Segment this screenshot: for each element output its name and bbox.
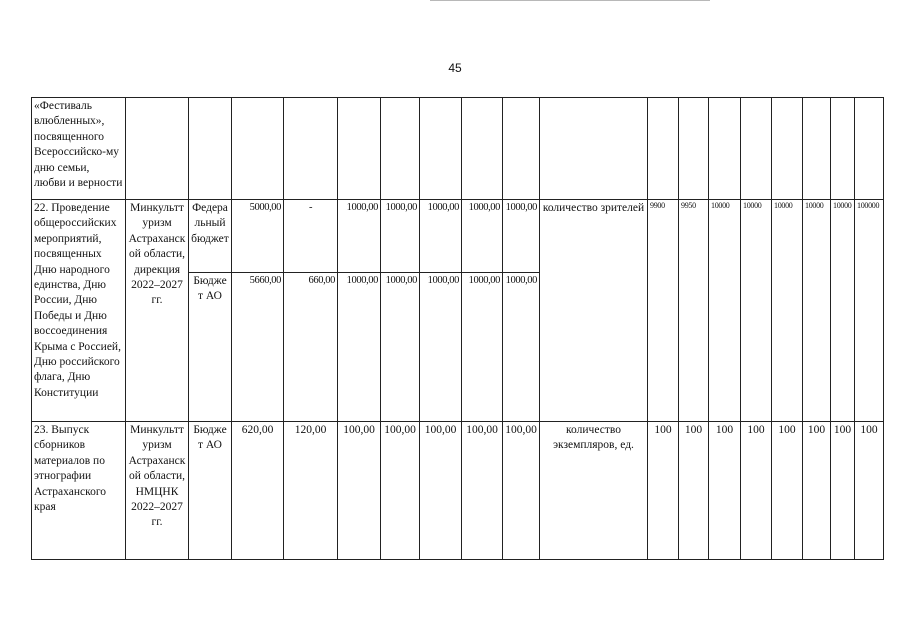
row22-regional-value: 1000,00 bbox=[503, 273, 540, 422]
row22-target-cell: 10000 bbox=[772, 200, 803, 422]
table-row-23 bbox=[32, 422, 884, 560]
row23-value: 100,00 bbox=[381, 422, 420, 560]
table-row-continuation bbox=[32, 98, 884, 200]
row23-target-cell: 100 bbox=[709, 422, 741, 560]
row22-regional-total: 5660,00 bbox=[232, 273, 284, 422]
row22-target-cell: 10000 bbox=[741, 200, 772, 422]
row22-regional-value: 1000,00 bbox=[381, 273, 420, 422]
row23-value: 100,00 bbox=[462, 422, 503, 560]
continuation-name-cell: «Фестиваль влюбленных», посвященного Всероссийско-му дню семьи, любви и верности bbox=[32, 98, 126, 200]
row22-target-cell: 9900 bbox=[648, 200, 679, 422]
row22-federal-total: 5000,00 bbox=[232, 200, 284, 273]
budget-table bbox=[31, 97, 884, 560]
row23-value: 120,00 bbox=[284, 422, 338, 560]
row22-source-federal: Федеральный бюджет bbox=[189, 200, 232, 273]
row23-indicator-cell: количество экземпляров, ед. bbox=[540, 422, 648, 560]
table-row-22-federal bbox=[32, 200, 884, 273]
row22-target-cell: 100000 bbox=[855, 200, 884, 422]
row22-federal-value: 1000,00 bbox=[503, 200, 540, 273]
page-number: 45 bbox=[448, 61, 462, 75]
row23-target-cell: 100 bbox=[831, 422, 855, 560]
row22-federal-value: 1000,00 bbox=[381, 200, 420, 273]
row23-source-cell: Бюджет АО bbox=[189, 422, 232, 560]
row23-target-cell: 100 bbox=[741, 422, 772, 560]
row22-regional-value: 660,00 bbox=[284, 273, 338, 422]
row22-target-cell: 10000 bbox=[831, 200, 855, 422]
row22-regional-value: 1000,00 bbox=[420, 273, 462, 422]
row23-total: 620,00 bbox=[232, 422, 284, 560]
row22-target-cell: 10000 bbox=[709, 200, 741, 422]
scan-artifact-line bbox=[430, 0, 710, 1]
row22-source-regional: Бюджет АО bbox=[189, 273, 232, 422]
row22-name-cell: 22. Проведение общероссийских мероприятий, посвященных Дню народного единства, Дню России, Дню Победы и Дню воссоединения Крыма с Россией, Дню российского флага, Дню Конституции bbox=[32, 200, 126, 422]
row22-indicator-cell: количество зрителей bbox=[540, 200, 648, 422]
row23-executor-cell: Минкульттуризм Астраханской области, НМЦНК 2022–2027 гг. bbox=[126, 422, 189, 560]
row22-target-cell: 9950 bbox=[679, 200, 709, 422]
row22-regional-value: 1000,00 bbox=[338, 273, 381, 422]
row22-target-cell: 10000 bbox=[803, 200, 831, 422]
row23-value: 100,00 bbox=[338, 422, 381, 560]
row23-value: 100,00 bbox=[420, 422, 462, 560]
row22-federal-value: - bbox=[284, 200, 338, 273]
row22-federal-value: 1000,00 bbox=[462, 200, 503, 273]
row22-regional-value: 1000,00 bbox=[462, 273, 503, 422]
row22-federal-value: 1000,00 bbox=[420, 200, 462, 273]
row23-target-cell: 100 bbox=[679, 422, 709, 560]
row23-target-cell: 100 bbox=[648, 422, 679, 560]
row22-federal-value: 1000,00 bbox=[338, 200, 381, 273]
row23-target-cell: 100 bbox=[772, 422, 803, 560]
row23-target-cell: 100 bbox=[803, 422, 831, 560]
row23-name-cell: 23. Выпуск сборников материалов по этнографии Астраханского края bbox=[32, 422, 126, 560]
row23-value: 100,00 bbox=[503, 422, 540, 560]
row23-target-cell: 100 bbox=[855, 422, 884, 560]
row22-executor-cell: Минкульттуризм Астраханской области, дирекция 2022–2027 гг. bbox=[126, 200, 189, 422]
